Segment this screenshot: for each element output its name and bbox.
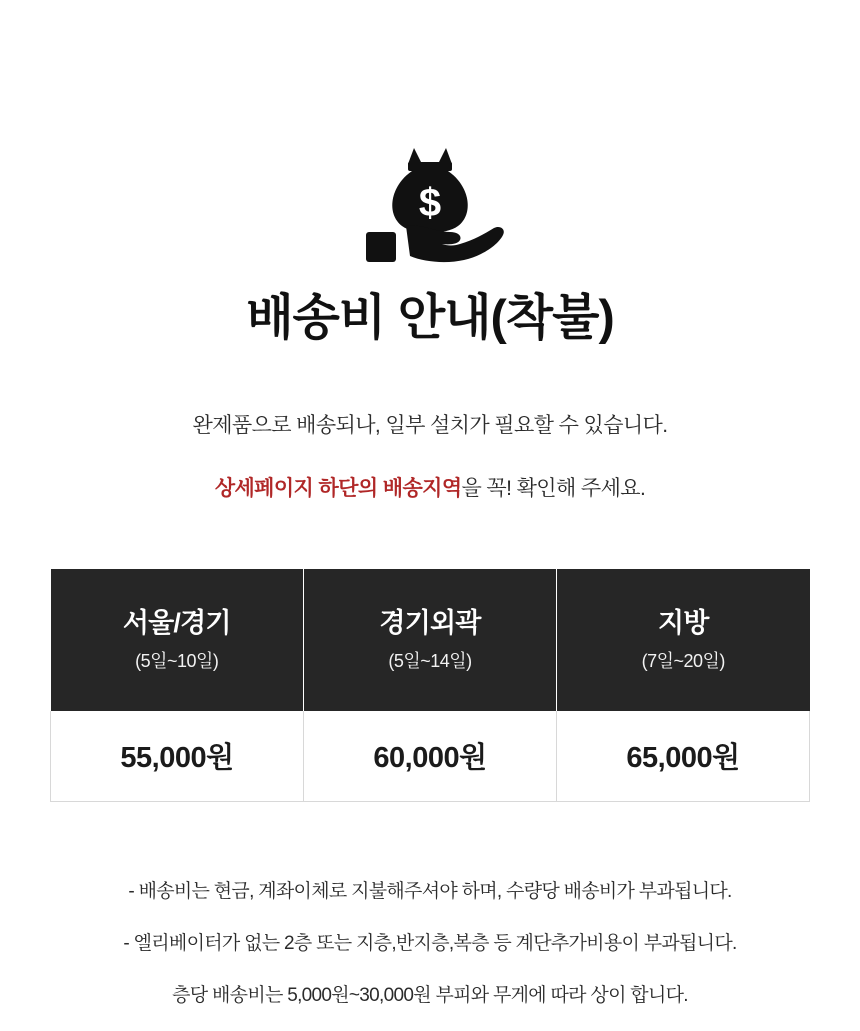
page-title: 배송비 안내(착불) — [246, 291, 614, 345]
table-header-cell — [51, 569, 304, 711]
region-period: (7일~20일) — [641, 651, 725, 672]
table-header-row — [51, 569, 810, 711]
region-label: 경기외곽 — [379, 608, 481, 639]
fee-cell: 60,000원 — [304, 711, 557, 802]
region-period: (5일~10일) — [135, 651, 219, 672]
shipping-fee-table — [50, 569, 810, 802]
region-label: 지방 — [657, 608, 709, 639]
note-line: 층당 배송비는 5,000원~30,000원 부피와 무게에 따라 상이 합니다. — [172, 985, 688, 1007]
note-line: - 엘리베이터가 없는 2층 또는 지층,반지층,복층 등 계단추가비용이 부과됩니다. — [123, 932, 737, 954]
table-row — [51, 711, 810, 802]
subtitle-highlight: 상세페이지 하단의 배송지역 — [214, 476, 462, 500]
note-line: - 배송비는 현금, 계좌이체로 지불해주셔야 하며, 수량당 배송비가 부과됩니다. — [128, 880, 732, 902]
money-bag-in-hand-icon — [340, 140, 520, 270]
notes-section — [30, 856, 830, 1031]
svg-text:$: $ — [418, 181, 442, 225]
fee-cell: 65,000원 — [557, 711, 810, 802]
subtitle-line-1: 완제품으로 배송되나, 일부 설치가 필요할 수 있습니다. — [192, 413, 668, 437]
region-label: 서울/경기 — [122, 608, 231, 639]
subtitle-line-2 — [215, 472, 645, 502]
region-period: (5일~14일) — [388, 651, 472, 672]
subtitle-line-2-rest: 을 꼭! 확인해 주세요. — [461, 476, 646, 500]
table-header-cell — [304, 569, 557, 711]
fee-cell: 55,000원 — [51, 711, 304, 802]
table-header-cell — [557, 569, 810, 711]
